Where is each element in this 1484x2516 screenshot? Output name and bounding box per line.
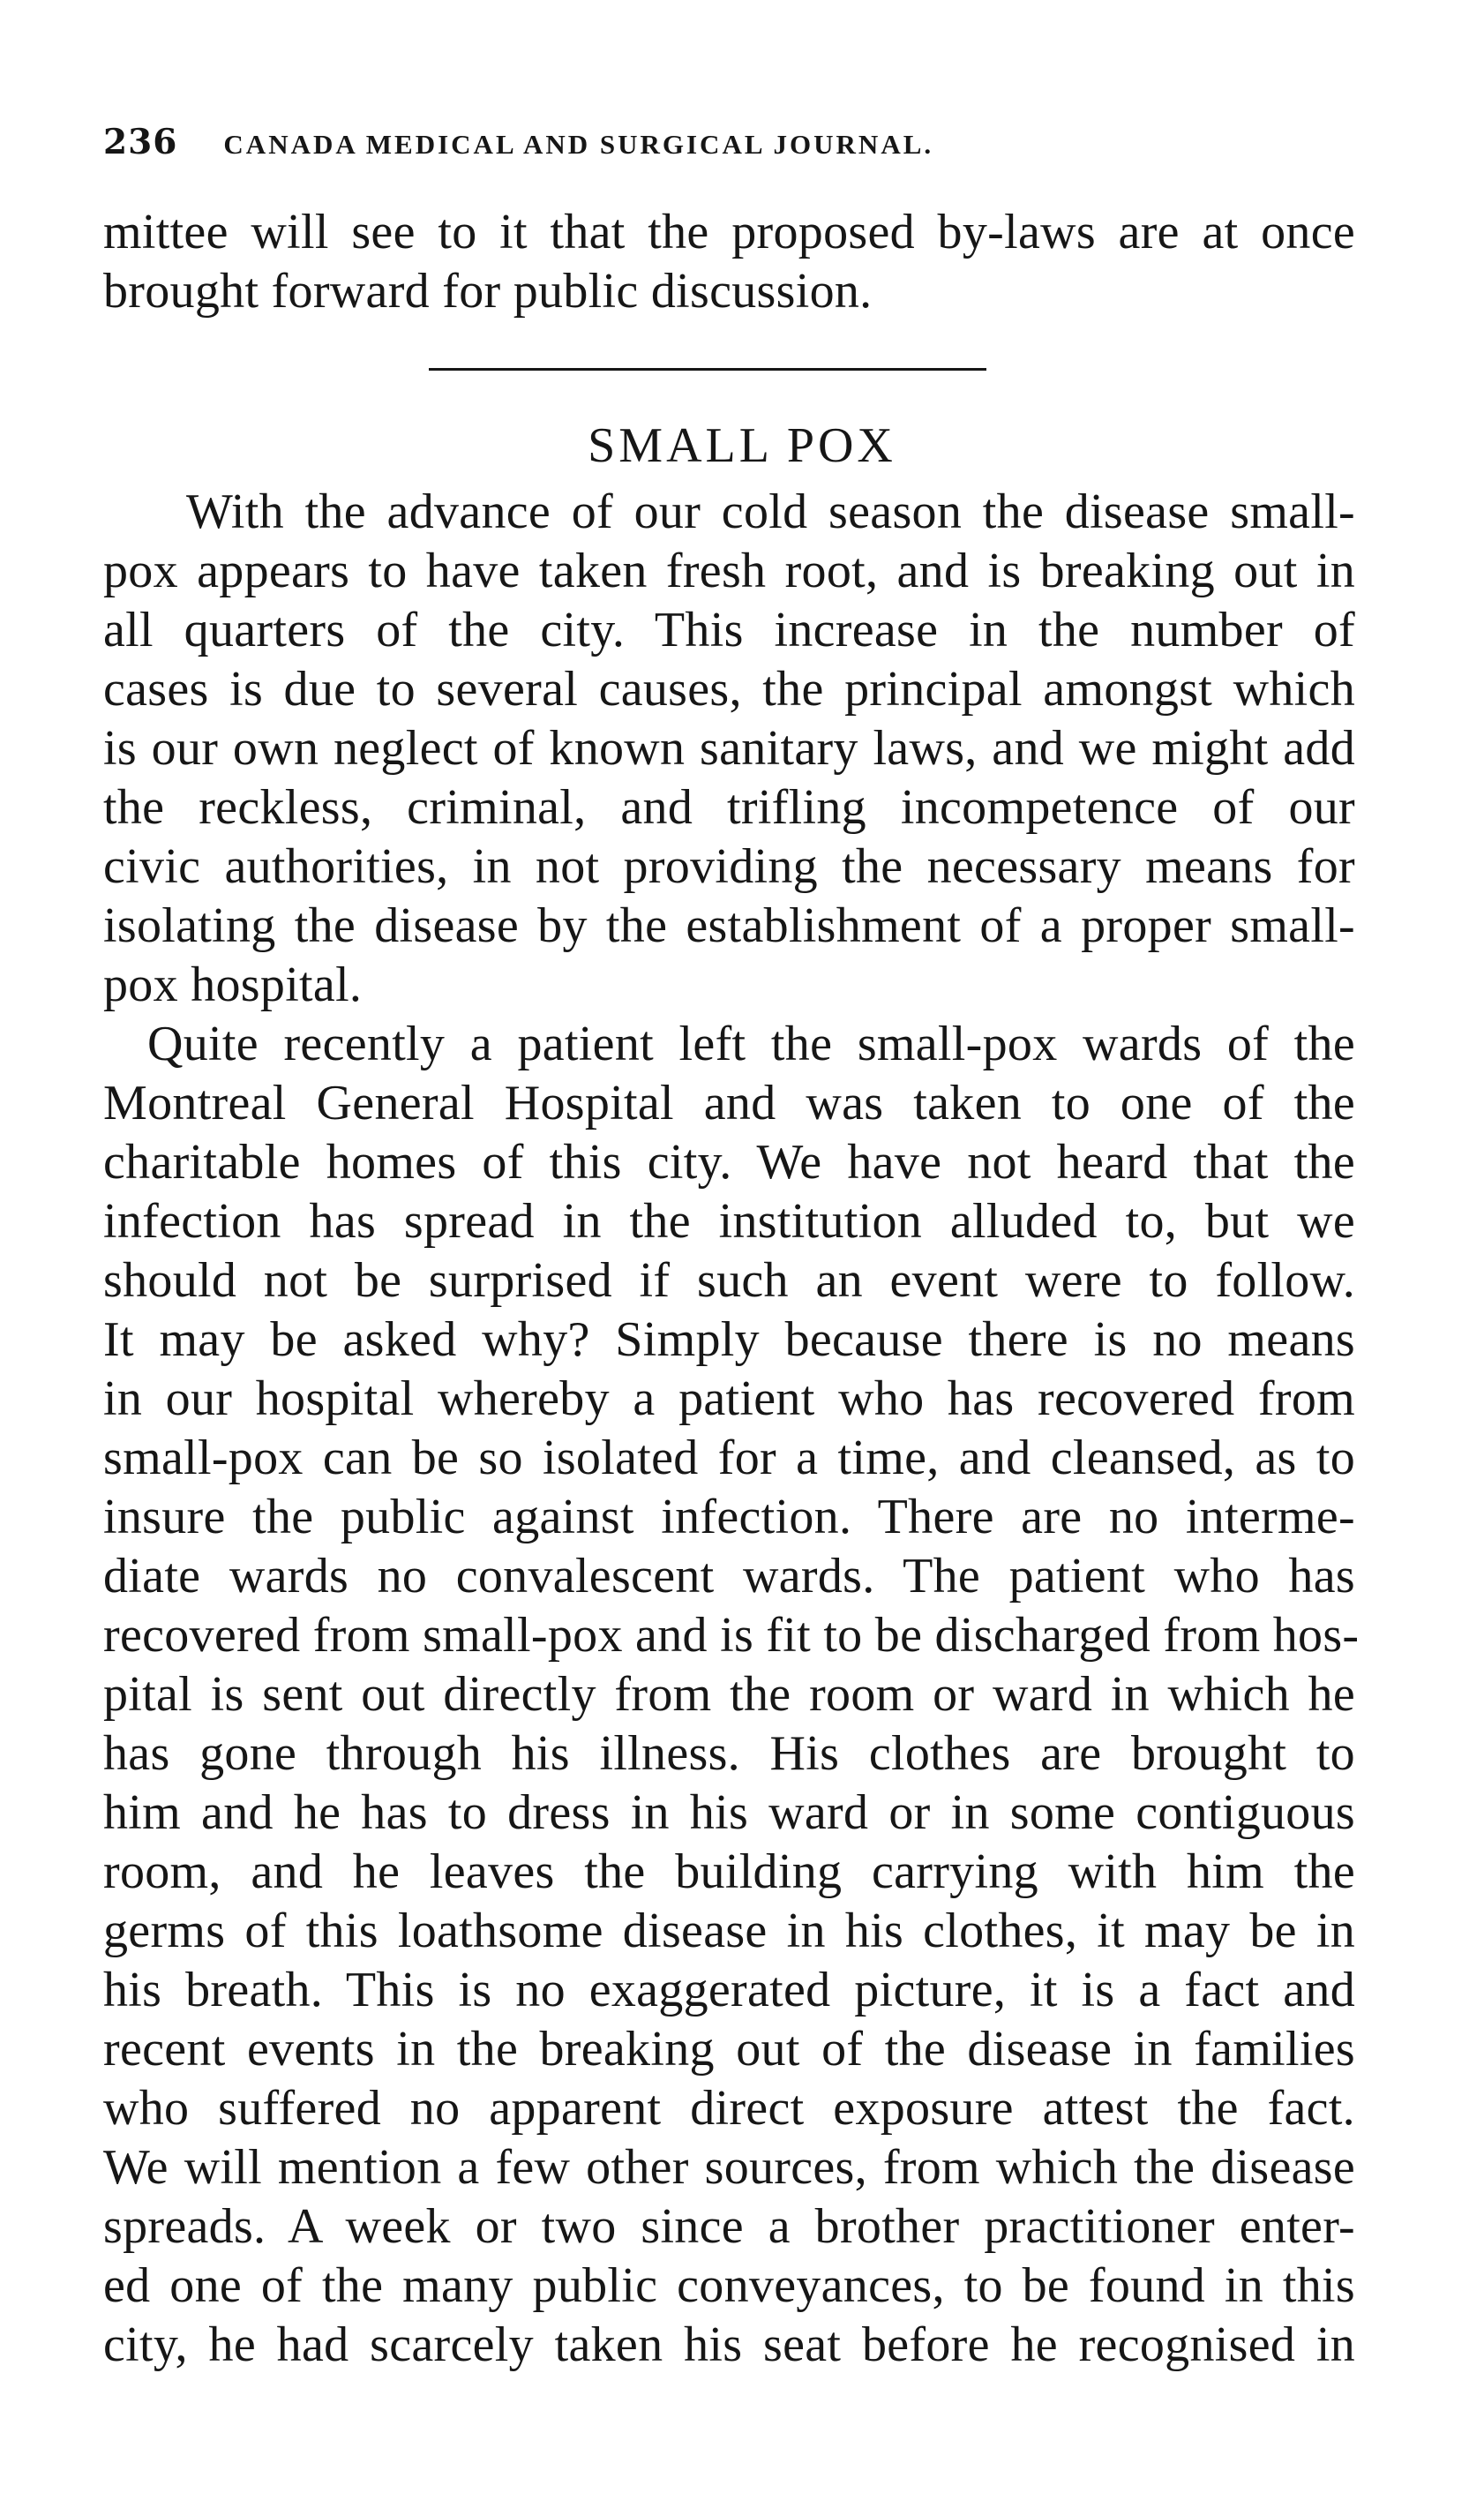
page-number: 236 (103, 122, 178, 162)
text-line: mittee will see to it that the proposed by-laws are at once (103, 205, 1355, 259)
text-line: cases is due to several causes, the principal amongst which (103, 662, 1355, 717)
text-line: recovered from small-pox and is fit to be discharged from hos- (103, 1608, 1360, 1663)
text-line: It may be asked why? Simply because there is no means (103, 1312, 1355, 1367)
text-line: diate wards no convalescent wards. The patient who has (103, 1549, 1355, 1603)
text-line: his breath. This is no exaggerated picture, it is a fact and (103, 1963, 1355, 2017)
text-line: him and he has to dress in his ward or in some contiguous (103, 1785, 1355, 1840)
text-line: who suffered no apparent direct exposure attest the fact. (103, 2081, 1355, 2136)
text-line: pital is sent out directly from the room or ward in which he (103, 1667, 1355, 1722)
text-line: spreads. A week or two since a brother practitioner enter- (103, 2199, 1355, 2254)
text-line: infection has spread in the institution alluded to, but we (103, 1194, 1355, 1249)
text-line: We will mention a few other sources, from which the disease (103, 2140, 1355, 2195)
text-line: brought forward for public discussion. (103, 264, 873, 319)
intro-paragraph (103, 203, 1355, 321)
section-divider (429, 368, 986, 371)
text-line: ed one of the many public conveyances, to be found in this (103, 2258, 1355, 2313)
text-line: is our own neglect of known sanitary laws, and we might add (103, 721, 1355, 776)
text-line: recent events in the breaking out of the disease in families (103, 2022, 1355, 2077)
text-line: room, and he leaves the building carrying with him the (103, 1844, 1355, 1899)
running-head (103, 122, 1162, 168)
text-line: insure the public against infection. There are no interme- (103, 1490, 1355, 1544)
journal-title: CANADA MEDICAL AND SURGICAL JOURNAL. (223, 129, 934, 160)
text-line: pox appears to have taken fresh root, and is breaking out in (103, 544, 1355, 598)
text-line: pox hospital. (103, 958, 363, 1012)
text-line: germs of this loathsome disease in his clothes, it may be in (103, 1904, 1355, 1958)
text-line: charitable homes of this city. We have not heard that the (103, 1135, 1355, 1190)
text-line: With the advance of our cold season the disease small- (186, 484, 1355, 539)
text-line: small-pox can be so isolated for a time, and cleansed, as to (103, 1431, 1355, 1485)
text-line: the reckless, criminal, and trifling incompetence of our (103, 780, 1355, 835)
text-line: has gone through his illness. His clothes are brought to (103, 1726, 1355, 1781)
text-line: in our hospital whereby a patient who has recovered from (103, 1371, 1355, 1426)
article-body (103, 483, 1360, 2375)
text-line: city, he had scarcely taken his seat before he recognised in (103, 2317, 1355, 2372)
text-line: all quarters of the city. This increase in the number of (103, 603, 1355, 657)
text-line: should not be surprised if such an event were to follow. (103, 1253, 1355, 1308)
text-line: Quite recently a patient left the small-pox wards of the (147, 1017, 1355, 1071)
section-heading: SMALL POX (588, 418, 896, 473)
text-line: Montreal General Hospital and was taken to one of the (103, 1076, 1355, 1130)
text-line: isolating the disease by the establishment of a proper small- (103, 898, 1355, 953)
text-line: civic authorities, in not providing the necessary means for (103, 839, 1355, 894)
